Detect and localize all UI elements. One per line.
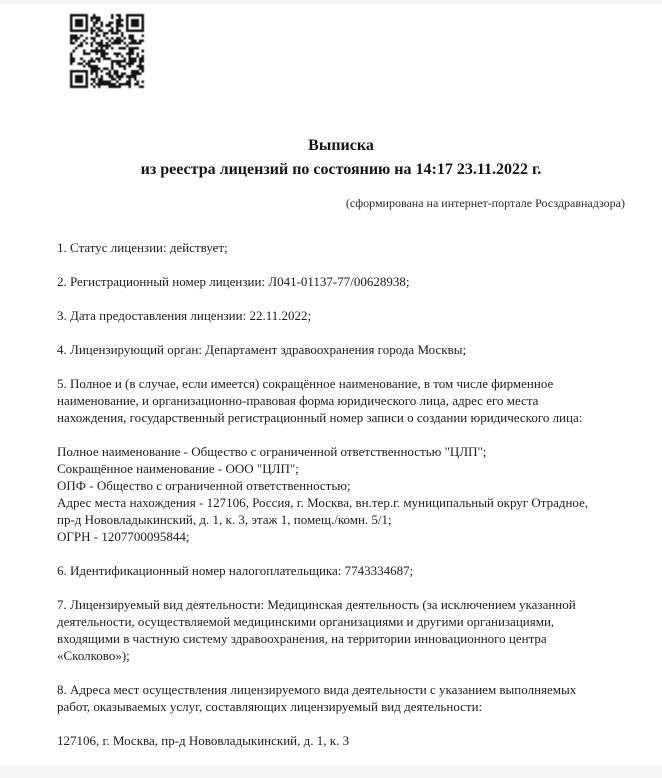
paragraph-5-line: нахождения, государственный регистрационный номер записи о создании юридического лица: [57, 410, 583, 425]
bottom-edge-strip [0, 765, 662, 778]
document-title-line2: из реестра лицензий по состоянию на 14:17 23.11.2022 г. [140, 161, 542, 178]
paragraph-5-line: наименование, и организационно-правовая форма юридического лица, адрес его места [57, 393, 539, 408]
paragraph-8-line: 8. Адреса мест осуществления лицензируемого вида деятельности с указанием выполняемых [57, 682, 577, 697]
org-legal-form: ОПФ - Общество с ограниченной ответственностью; [57, 478, 351, 493]
paragraph-grant-date: 3. Дата предоставления лицензии: 22.11.2022; [57, 308, 312, 323]
qr-code [70, 14, 144, 88]
paragraph-7-line: «Сколково»); [57, 648, 130, 663]
org-short-name: Сокращённое наименование - ООО "ЦЛП"; [57, 461, 299, 476]
org-ogrn: ОГРН - 1207700095844; [57, 529, 190, 544]
paragraph-activity-addresses-heading [57, 681, 625, 715]
activity-address: 127106, г. Москва, пр-д Нововладыкинский, д. 1, к. 3 [57, 733, 350, 748]
org-address-line: Адрес места нахождения - 127106, Россия, г. Москва, вн.тер.г. муниципальный округ Отрадное, [57, 495, 589, 510]
organization-details [57, 443, 625, 545]
paragraph-inn: 6. Идентификационный номер налогоплательщика: 7743334687; [57, 563, 414, 578]
document-title-line1: Выписка [308, 137, 374, 154]
paragraph-status: 1. Статус лицензии: действует; [57, 240, 228, 255]
paragraph-registration-number: 2. Регистрационный номер лицензии: Л041-01137-77/00628938; [57, 274, 410, 289]
org-address-line: пр-д Нововладыкинский, д. 1, к. 3, этаж 1, помещ./комн. 5/1; [57, 512, 392, 527]
paragraph-7-line: входящими в частную систему здравоохранения, на территории инновационного центра [57, 631, 547, 646]
paragraph-7-line: деятельности, осуществляемой медицинскими организациями и другими организациями, [57, 614, 555, 629]
paragraph-licensed-activity [57, 596, 625, 664]
paragraph-legal-entity-heading [57, 375, 625, 426]
document-title [57, 134, 625, 182]
top-edge-strip [0, 0, 662, 4]
paragraph-7-line: 7. Лицензируемый вид деятельности: Медицинская деятельность (за исключением указанной [57, 597, 576, 612]
formation-note: (сформирована на интернет-портале Росздравнадзора) [345, 196, 625, 210]
paragraph-8-line: работ, оказываемых услуг, составляющих лицензируемый вид деятельности: [57, 699, 483, 714]
org-full-name: Полное наименование - Общество с ограниченной ответственностью "ЦЛП"; [57, 444, 487, 459]
document-content [57, 134, 625, 749]
document-body [57, 239, 625, 749]
paragraph-licensing-authority: 4. Лицензирующий орган: Департамент здравоохранения города Москвы; [57, 342, 467, 357]
paragraph-5-line: 5. Полное и (в случае, если имеется) сокращённое наименование, в том числе фирменное [57, 376, 554, 391]
